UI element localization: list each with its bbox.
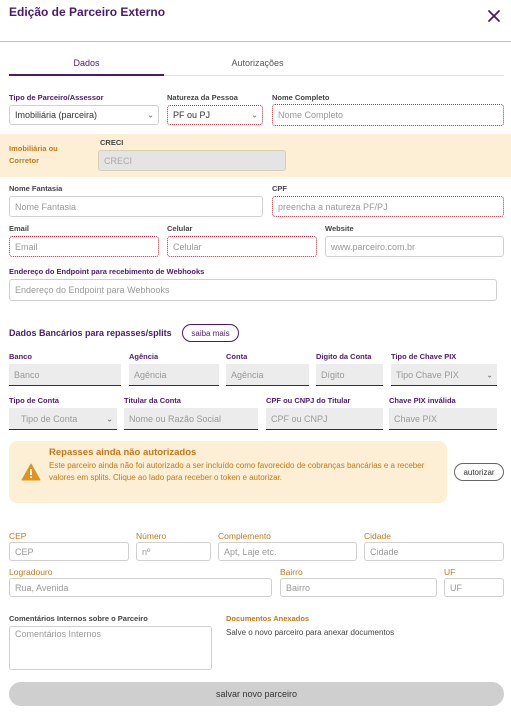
celular-input[interactable]: Celular (167, 236, 317, 257)
cpf-titular-input[interactable]: CPF ou CNPJ (266, 408, 383, 430)
documentos-text: Salve o novo parceiro para anexar documentos (226, 628, 395, 637)
bank-section-title: Dados Bancários para repasses/splits (9, 328, 172, 338)
logradouro-label: Logradouro (9, 567, 53, 577)
warning-title: Repasses ainda não autorizados (49, 447, 197, 458)
agencia-label: Agência (129, 352, 159, 361)
comentarios-textarea[interactable]: Comentários Internos (9, 626, 212, 670)
tab-dados[interactable]: Dados (73, 58, 100, 68)
tipo-parceiro-select[interactable] (9, 105, 159, 125)
cpf-input[interactable]: preencha a natureza PF/PJ (272, 196, 504, 217)
warning-text: Este parceiro ainda não foi autorizado a ser incluído como favorecido de cobranças bancárias e a receber valores em splits. Clique ao lado para receber o token e autorizar. (49, 461, 425, 482)
website-input[interactable]: www.parceiro.com.br (325, 236, 504, 257)
cpf-titular-label: CPF ou CNPJ do Titular (266, 396, 351, 405)
agencia-input[interactable]: Agência (129, 364, 219, 386)
chave-pix-input[interactable]: Chave PIX (389, 408, 497, 430)
uf-input[interactable]: UF (444, 578, 504, 597)
celular-label: Celular (167, 224, 193, 233)
close-icon[interactable] (486, 8, 502, 24)
nome-fantasia-label: Nome Fantasia (9, 184, 63, 193)
endpoint-label: Endereço do Endpoint para recebimento de Webhooks (9, 267, 205, 276)
creci-input[interactable]: CRECI (98, 150, 286, 171)
header-divider (0, 41, 511, 42)
modal-title: Edição de Parceiro Externo (9, 5, 166, 19)
titular-label: Titular da Conta (124, 396, 181, 405)
endpoint-input[interactable]: Endereço do Endpoint para Webhooks (9, 279, 497, 301)
cep-input[interactable]: CEP (9, 542, 129, 561)
tab-divider (164, 75, 504, 76)
bairro-input[interactable]: Bairro (280, 578, 437, 597)
autorizar-button[interactable]: autorizar (454, 463, 504, 481)
nome-completo-label: Nome Completo (272, 93, 330, 102)
creci-label: CRECI (100, 138, 124, 147)
chevron-down-icon: ⌄ (147, 110, 154, 120)
complemento-input[interactable]: Apt, Laje etc. (218, 542, 357, 561)
chave-tipo-select[interactable] (391, 364, 497, 386)
banco-label: Banco (9, 352, 32, 361)
digito-input[interactable]: Dígito (316, 364, 383, 386)
conta-input[interactable]: Agência (226, 364, 309, 386)
bairro-label: Bairro (280, 567, 303, 577)
saiba-mais-button[interactable]: saiba mais (182, 324, 239, 342)
tipo-conta-value: Tipo de Conta (21, 413, 78, 424)
cep-label: CEP (9, 531, 27, 541)
email-input[interactable]: Email (9, 236, 159, 257)
chave-tipo-value: Tipo Chave PIX (396, 369, 459, 380)
tipo-parceiro-label: Tipo de Parceiro/Assessor (9, 93, 104, 102)
save-button[interactable]: salvar novo parceiro (9, 682, 504, 706)
active-tab-indicator (9, 74, 164, 76)
documentos-label: Documentos Anexados (226, 614, 310, 623)
cidade-input[interactable]: Cidade (364, 542, 504, 561)
chevron-down-icon: ⌄ (486, 370, 493, 379)
chave-pix-label: Chave PIX inválida (389, 396, 456, 405)
titular-input[interactable]: Nome ou Razão Social (124, 408, 258, 430)
email-label: Email (9, 224, 30, 233)
complemento-label: Complemento (218, 531, 271, 541)
cidade-label: Cidade (364, 531, 391, 541)
chevron-down-icon: ⌄ (251, 110, 258, 120)
banco-input[interactable]: Banco (9, 364, 121, 386)
warning-icon (21, 463, 41, 481)
creci-group-label: Imobiliária ou Corretor (9, 144, 58, 165)
natureza-select[interactable] (167, 105, 263, 125)
cpf-label: CPF (272, 184, 287, 193)
tab-autorizacoes[interactable]: Autorizações (231, 58, 284, 68)
nome-fantasia-input[interactable]: Nome Fantasia (9, 196, 263, 217)
digito-label: Digito da Conta (316, 352, 372, 361)
conta-label: Conta (226, 352, 248, 361)
uf-label: UF (444, 567, 456, 577)
website-label: Website (325, 224, 354, 233)
natureza-label: Natureza da Pessoa (167, 93, 238, 102)
chevron-down-icon: ⌄ (106, 414, 113, 423)
chave-tipo-label: Tipo de Chave PIX (391, 352, 457, 361)
logradouro-input[interactable]: Rua, Avenida (9, 578, 272, 597)
nome-completo-input[interactable]: Nome Completo (272, 104, 504, 126)
tipo-conta-select[interactable] (9, 408, 117, 430)
tipo-parceiro-value: Imobiliária (parceira) (15, 110, 98, 120)
comentarios-label: Comentários Internos sobre o Parceiro (9, 614, 148, 623)
tipo-conta-label: Tipo de Conta (9, 396, 59, 405)
numero-label: Número (136, 531, 167, 541)
numero-input[interactable]: nº (136, 542, 211, 561)
natureza-value: PF ou PJ (173, 110, 211, 120)
